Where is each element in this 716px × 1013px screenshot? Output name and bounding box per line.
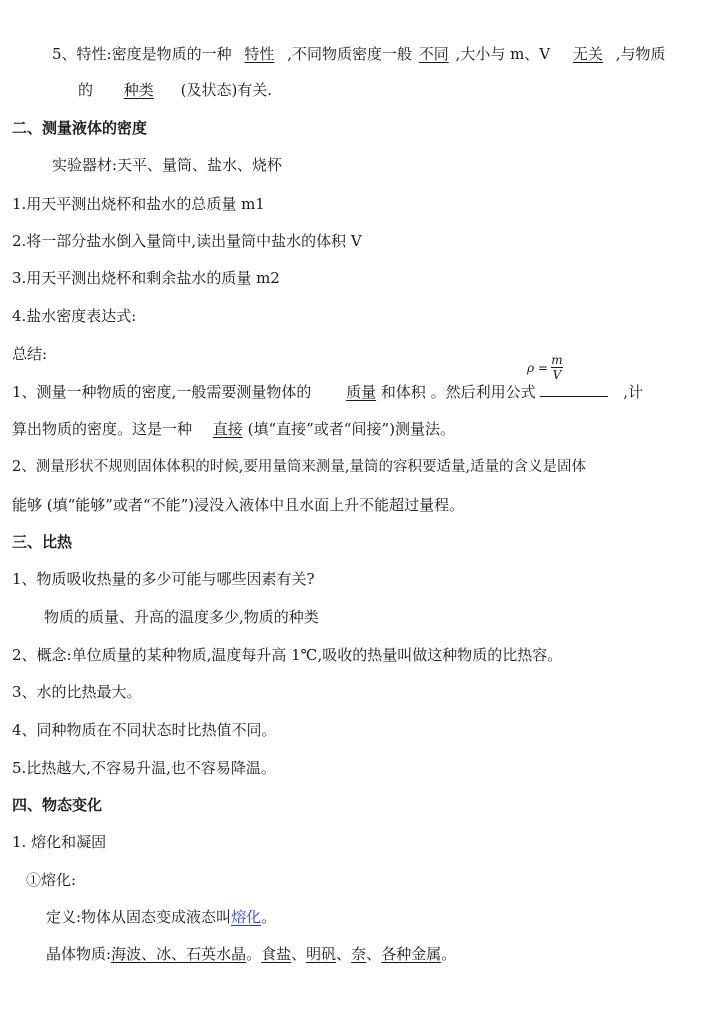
crystal-naphthalene: 奈 (351, 945, 367, 963)
density-property-line-1: 5、特性:密度是物质的一种 特性 ,不同物质密度一般 不同 ,大小与 m、V 无关 ,与物质 (52, 45, 666, 63)
heat-question-1: 1、物质吸收热量的多少可能与哪些因素有关? (12, 570, 315, 588)
formula-blank (540, 380, 608, 397)
heat-concept: 2、概念:单位质量的某种物质,温度每升高 1℃,吸收的热量叫做这种物质的比热容。 (12, 646, 563, 664)
answer-blank-different: 不同 (418, 45, 449, 63)
section-heading-specific-heat: 三、比热 (12, 533, 73, 551)
summary-label: 总结: (12, 345, 48, 363)
step-2: 2.将一部分盐水倒入量筒中,读出量筒中盐水的体积 V (12, 232, 362, 250)
crystal-substances: 晶体物质:海波、冰、石英水晶。食盐、明矾、奈、各种金属。 (46, 945, 457, 963)
answer-blank-unrelated: 无关 (572, 45, 603, 63)
step-1: 1.用天平测出烧杯和盐水的总质量 m1 (12, 195, 265, 213)
heat-answer-1: 物质的质量、升高的温度多少,物质的种类 (44, 608, 319, 626)
density-property-line-2: 的 种类 (及状态)有关. (78, 81, 273, 99)
step-3: 3.用天平测出烧杯和剩余盐水的质量 m2 (12, 269, 280, 287)
answer-blank-type: 种类 (123, 81, 154, 99)
heat-point-5: 5.比热越大,不容易升温,也不容易降温。 (12, 759, 276, 777)
heat-point-3: 3、水的比热最大。 (12, 683, 142, 701)
summary-point-2-line-2: 能够 (填“能够”或者“不能”)浸没入液体中且水面上升不能超过量程。 (12, 496, 465, 514)
section-heading-liquid-density: 二、测量液体的密度 (12, 119, 148, 137)
crystal-alum: 明矾 (306, 945, 337, 963)
density-formula: ρ = $\frac{m}{V}$ (527, 353, 563, 382)
formula-fraction: $\frac{m}{V}$ (551, 353, 563, 382)
section-heading-phase-change: 四、物态变化 (12, 796, 103, 814)
phase-subheading-melting-solidification: 1. 熔化和凝固 (12, 833, 107, 851)
summary-point-1-continued: 算出物质的密度。这是一种 直接 (填“直接”或者“间接”)测量法。 (12, 420, 455, 438)
answer-blank-characteristic: 特性 (244, 45, 275, 63)
summary-point-1: 1、测量一种物质的密度,一般需要测量物体的 质量 和体积 。然后利用公式 ,计 (12, 380, 706, 403)
step-4: 4.盐水密度表达式: (12, 307, 137, 325)
equipment-line: 实验器材:天平、量筒、盐水、烧杯 (52, 156, 283, 174)
answer-blank-mass: 质量 (346, 383, 377, 401)
crystal-salt: 食盐 (261, 945, 292, 963)
summary-point-2-line-1: 2、测量形状不规则固体体积的时候,要用量筒来测量,量筒的容积要适量,适量的含义是固体 (12, 459, 587, 475)
crystal-group-1: 海波、冰、石英水晶 (111, 945, 247, 963)
crystal-metals: 各种金属 (381, 945, 442, 963)
melting-definition: 定义:物体从固态变成液态叫熔化。 (46, 908, 277, 926)
melting-label: ①熔化: (26, 871, 77, 889)
answer-blank-direct: 直接 (212, 420, 243, 438)
melting-term: 熔化 (231, 908, 262, 926)
heat-point-4: 4、同种物质在不同状态时比热值不同。 (12, 721, 277, 739)
